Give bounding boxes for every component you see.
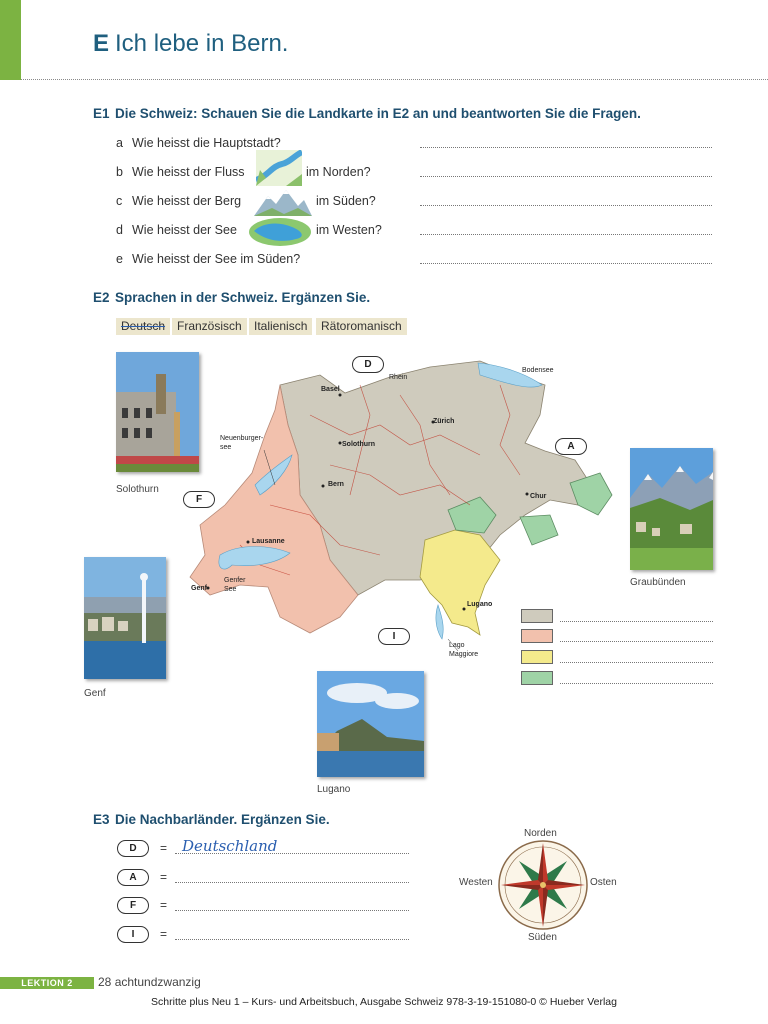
header-divider [21, 79, 768, 80]
photo-graubuenden [630, 448, 713, 570]
map-label-genfer-see: Genfer [224, 577, 246, 584]
e2-heading: E2 Sprachen in der Schweiz. Ergänzen Sie. [93, 290, 371, 305]
map-label-basel: Basel [321, 386, 340, 393]
e1-question-b-end: im Norden? [306, 165, 371, 179]
word-tag-deutsch: Deutsch [116, 318, 170, 335]
compass-label-south: Süden [528, 932, 557, 943]
map-label-lausanne: Lausanne [252, 538, 285, 545]
map-label-neuenburgersee: Neuenburger- [220, 435, 264, 442]
map-label-genfer-see-2: See [224, 586, 237, 593]
compass-label-east: Osten [590, 877, 617, 888]
legend-swatch-romansh [521, 671, 553, 685]
e3-answer-a[interactable] [175, 882, 409, 883]
map-label-chur: Chur [530, 493, 547, 500]
legend-swatch-italian [521, 650, 553, 664]
caption-genf: Genf [84, 688, 106, 699]
header-accent-bar [0, 0, 21, 80]
map-label-zurich: Zürich [433, 418, 455, 425]
e1-question-c-end: im Süden? [316, 194, 376, 208]
e3-heading: E3 Die Nachbarländer. Ergänzen Sie. [93, 812, 330, 827]
compass-label-west: Westen [459, 877, 493, 888]
country-marker-a: A [555, 438, 587, 455]
word-tag-franzoesisch: Französisch [172, 318, 247, 335]
e1-question-d: d Wie heisst der See [116, 223, 237, 237]
e3-code-f: F [117, 897, 149, 914]
e1-question-b: b Wie heisst der Fluss [116, 165, 245, 179]
caption-graubuenden: Graubünden [630, 577, 686, 588]
map-label-lugano: Lugano [467, 601, 493, 608]
e3-equals-i: = [160, 927, 168, 941]
e1-question-d-end: im Westen? [316, 223, 382, 237]
e1-answer-c[interactable] [420, 205, 712, 206]
e3-answer-i[interactable] [175, 939, 409, 940]
photo-solothurn [116, 352, 199, 472]
compass-rose [497, 839, 589, 931]
region-italian [420, 530, 500, 635]
e3-code-a: A [117, 869, 149, 886]
map-label-neuenburgersee-2: see [220, 444, 232, 451]
e1-answer-e[interactable] [420, 263, 712, 264]
e3-answer-d[interactable] [175, 853, 409, 854]
legend-answer-italian[interactable] [560, 662, 713, 663]
map-label-rhein: Rhein [389, 374, 408, 381]
photo-genf [84, 557, 166, 679]
lake-maggiore [436, 605, 443, 639]
country-marker-i: I [378, 628, 410, 645]
legend-answer-german[interactable] [560, 621, 713, 622]
country-marker-d: D [352, 356, 384, 373]
e3-equals-a: = [160, 870, 168, 884]
page-title: E Ich lebe in Bern. [93, 30, 289, 57]
country-marker-f: F [183, 491, 215, 508]
compass-label-north: Norden [524, 828, 557, 839]
legend-answer-romansh[interactable] [560, 683, 713, 684]
e1-answer-d[interactable] [420, 234, 712, 235]
map-label-lago-maggiore: Lago [449, 642, 465, 649]
region-romansh-2 [520, 515, 558, 545]
e1-answer-b[interactable] [420, 176, 712, 177]
e3-code-i: I [117, 926, 149, 943]
e3-answer-d-text: Deutschland [182, 837, 278, 855]
map-label-genf: Genf [191, 585, 207, 592]
mountain-icon [254, 188, 312, 216]
e1-answer-a[interactable] [420, 147, 712, 148]
legend-answer-french[interactable] [560, 641, 713, 642]
caption-lugano: Lugano [317, 784, 351, 795]
e1-question-e: e Wie heisst der See im Süden? [116, 252, 301, 266]
legend-swatch-french [521, 629, 553, 643]
credits-line: Schritte plus Neu 1 – Kurs- und Arbeitsbuch, Ausgabe Schweiz 978-3-19-151080-0 © Hueber Verlag [151, 996, 617, 1008]
lesson-label: LEKTION 2 [0, 977, 94, 989]
e1-question-a: a Wie heisst die Hauptstadt? [116, 136, 281, 150]
map-label-lago-maggiore-2: Maggiore [449, 651, 479, 658]
e1-question-c: c Wie heisst der Berg [116, 194, 242, 208]
word-tag-italienisch: Italienisch [249, 318, 312, 335]
page-number: 28 achtundzwanzig [98, 975, 201, 989]
map-label-bern: Bern [328, 481, 344, 488]
e3-equals-f: = [160, 898, 168, 912]
legend-swatch-german [521, 609, 553, 623]
e3-code-d: D [117, 840, 149, 857]
word-tag-raetoromanisch: Rätoromanisch [316, 318, 407, 335]
photo-lugano [317, 671, 424, 777]
e3-equals-d: = [160, 841, 168, 855]
map-label-solothurn: Solothurn [342, 441, 376, 448]
switzerland-map [180, 355, 620, 665]
e3-answer-f[interactable] [175, 910, 409, 911]
lake-icon [248, 217, 312, 247]
e1-heading: E1 Die Schweiz: Schauen Sie die Landkarte in E2 an und beantworten Sie die Fragen. [93, 106, 641, 121]
caption-solothurn: Solothurn [116, 484, 159, 495]
map-label-bodensee: Bodensee [522, 367, 554, 374]
river-icon [256, 150, 302, 186]
